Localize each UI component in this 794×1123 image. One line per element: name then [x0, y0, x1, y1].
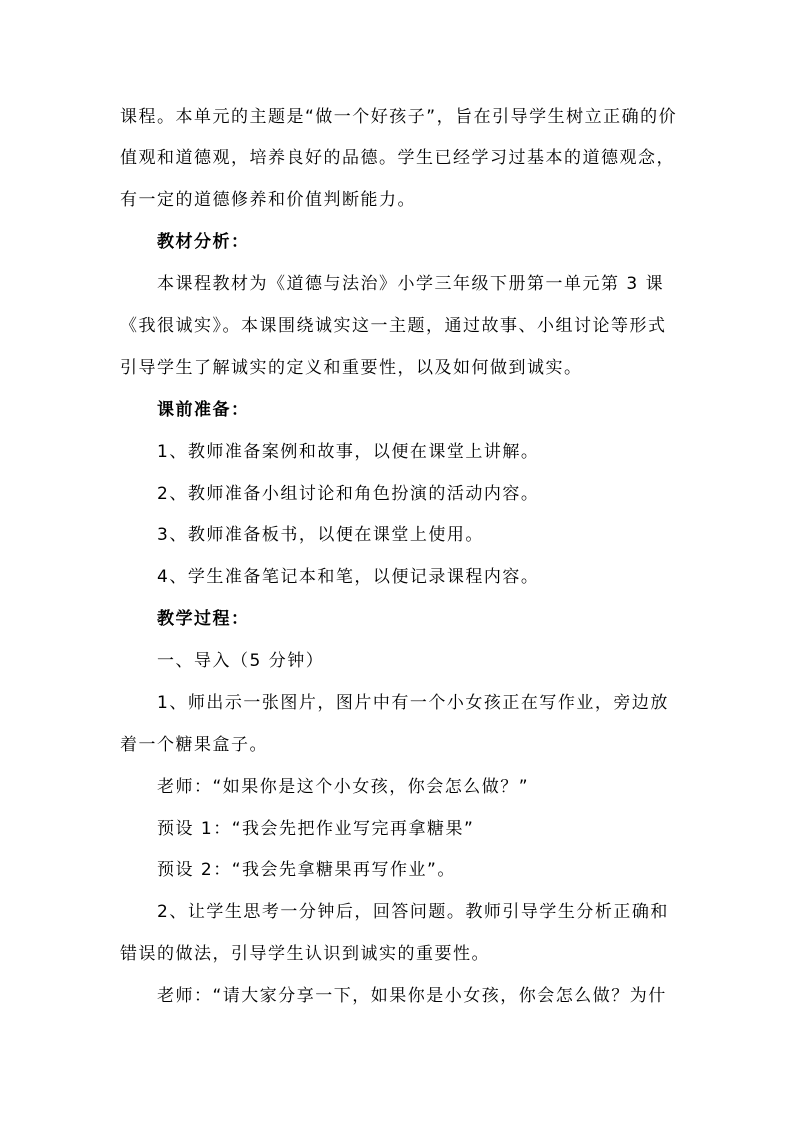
paragraph-line: 引导学生了解诚实的定义和重要性，以及如何做到诚实。 — [120, 358, 583, 378]
section-heading-textbook-analysis: 教材分析： — [157, 232, 250, 252]
paragraph-line: 错误的做法，引导学生认识到诚实的重要性。 — [120, 944, 490, 964]
paragraph-line: 值观和道德观，培养良好的品德。学生已经学习过基本的道德观念， — [120, 148, 675, 168]
paragraph-line: 有一定的道德修养和价值判断能力。 — [120, 190, 416, 210]
paragraph-line: 课程。本单元的主题是“做一个好孩子”，旨在引导学生树立正确的价 — [120, 107, 678, 127]
list-item: 2、教师准备小组讨论和角色扮演的活动内容。 — [157, 484, 540, 504]
dialogue-line: 预设 2：“我会先拿糖果再写作业”。 — [157, 860, 456, 880]
paragraph-line: 2、让学生思考一分钟后，回答问题。教师引导学生分析正确和 — [157, 902, 669, 922]
dialogue-line: 预设 1：“我会先把作业写完再拿糖果” — [157, 819, 475, 839]
list-item: 1、教师准备案例和故事，以便在课堂上讲解。 — [157, 442, 540, 462]
paragraph-line: 着一个糖果盒子。 — [120, 735, 268, 755]
dialogue-line: 老师：“请大家分享一下，如果你是小女孩，你会怎么做？为什 — [157, 986, 667, 1006]
paragraph-line: 1、师出示一张图片，图片中有一个小女孩正在写作业，旁边放 — [157, 693, 669, 713]
list-item: 4、学生准备笔记本和笔，以便记录课程内容。 — [157, 567, 540, 587]
section-heading-preparation: 课前准备： — [157, 400, 250, 420]
section-heading-teaching-process: 教学过程： — [157, 609, 250, 629]
list-item: 3、教师准备板书，以便在课堂上使用。 — [157, 525, 484, 545]
subsection-heading: 一、导入（5 分钟） — [157, 651, 325, 671]
paragraph-line: 《我很诚实》。本课围绕诚实这一主题，通过故事、小组讨论等形式 — [120, 316, 667, 336]
paragraph-line: 本课程教材为《道德与法治》小学三年级下册第一单元第 3 课 — [157, 274, 665, 294]
dialogue-line: 老师：“如果你是这个小女孩，你会怎么做？” — [157, 777, 530, 797]
